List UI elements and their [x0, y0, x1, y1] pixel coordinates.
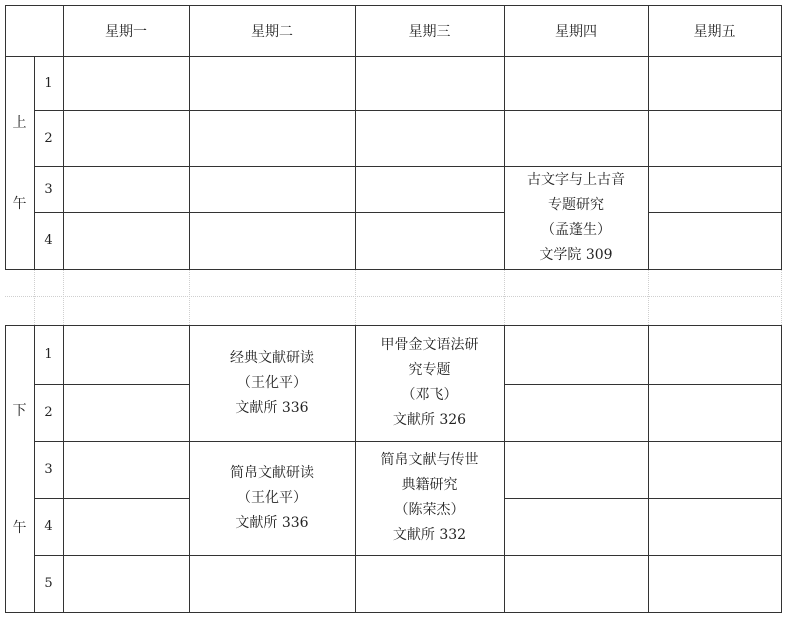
grid-line: [5, 269, 782, 270]
gap-dotted-line: [648, 270, 649, 325]
course-teacher: （陈荣杰）: [394, 502, 465, 518]
course-title-line2: 典籍研究: [401, 477, 458, 493]
header-monday: 星期一: [105, 23, 147, 40]
course-room: 文学院 309: [539, 246, 613, 263]
course-title-line1: 甲骨金文语法研: [380, 337, 479, 353]
grid-line: [34, 212, 504, 213]
afternoon-label: [5, 325, 34, 612]
grid-line: [189, 325, 190, 613]
gap-dotted-line: [34, 270, 35, 325]
grid-line: [34, 56, 35, 270]
morning-slot-1: 1: [44, 75, 53, 91]
grid-line: [5, 56, 782, 57]
grid-line: [5, 5, 6, 270]
course-title: 经典文献研读: [230, 349, 314, 366]
course-title-line2: 专题研究: [548, 196, 604, 213]
morning-slot-2: 2: [44, 130, 53, 146]
grid-line: [34, 166, 782, 167]
grid-line: [355, 5, 356, 270]
afternoon-label-top: 下: [12, 402, 27, 419]
afternoon-slot-1: 1: [44, 347, 53, 362]
grid-line: [648, 5, 649, 270]
grid-line: [34, 110, 782, 111]
morning-label-top: 上: [12, 115, 27, 132]
course-title-line2: 究专题: [408, 362, 451, 378]
course-title-line1: 古文字与上古音: [527, 171, 625, 188]
grid-line: [648, 212, 782, 213]
grid-line: [781, 5, 782, 270]
grid-line: [5, 612, 782, 613]
grid-line: [5, 5, 782, 6]
grid-line: [63, 325, 64, 613]
grid-line: [34, 555, 782, 556]
grid-line: [504, 325, 505, 613]
grid-line: [34, 384, 189, 385]
afternoon-label-bottom: 午: [12, 520, 27, 537]
gap-dotted-line: [504, 270, 505, 325]
grid-line: [189, 5, 190, 270]
header-thursday: 星期四: [555, 23, 597, 40]
header-tuesday: 星期二: [251, 23, 293, 40]
afternoon-slot-3: 3: [44, 462, 53, 477]
course-room: 文献所 336: [235, 514, 309, 531]
afternoon-slot-5: 5: [44, 576, 53, 591]
course-room: 文献所 332: [392, 527, 467, 543]
grid-line: [5, 325, 6, 613]
grid-line: [504, 5, 505, 270]
grid-line: [504, 384, 782, 385]
grid-line: [648, 325, 649, 613]
afternoon-slot-4: 4: [44, 519, 53, 534]
course-tuesday-afternoon-1-2: [189, 325, 355, 441]
morning-slot-3: 3: [44, 181, 53, 197]
grid-line: [355, 325, 356, 613]
gap-dotted-line: [355, 270, 356, 325]
header-friday: 星期五: [693, 23, 736, 40]
grid-line: [34, 441, 782, 442]
grid-line: [781, 325, 782, 613]
grid-line: [5, 325, 782, 326]
gap-dotted-line: [63, 270, 64, 325]
course-room: 文献所 336: [235, 399, 309, 416]
course-title: 简帛文献研读: [230, 464, 314, 481]
course-teacher: （孟蓬生）: [541, 221, 611, 238]
gap-dotted-line: [5, 296, 782, 297]
gap-dotted-line: [781, 270, 782, 325]
header-wednesday: 星期三: [408, 23, 451, 40]
course-title-line1: 简帛文献与传世: [380, 452, 479, 468]
course-room: 文献所 326: [392, 412, 467, 428]
course-tuesday-afternoon-3-4: [189, 441, 355, 555]
course-wednesday-afternoon-3-4: [355, 441, 504, 555]
afternoon-slot-2: 2: [44, 405, 53, 420]
morning-slot-4: 4: [44, 233, 53, 248]
grid-line: [34, 325, 35, 613]
morning-label-bottom: 午: [12, 195, 27, 212]
grid-line: [63, 5, 64, 270]
course-thursday-morning-3-4: [504, 166, 648, 269]
course-teacher: （王化平）: [237, 489, 307, 506]
course-teacher: （邓飞）: [401, 387, 458, 403]
morning-label: [5, 56, 34, 269]
gap-dotted-line: [189, 270, 190, 325]
course-teacher: （王化平）: [237, 374, 307, 391]
grid-line: [504, 498, 782, 499]
grid-line: [34, 498, 189, 499]
course-wednesday-afternoon-1-2: [355, 325, 504, 441]
